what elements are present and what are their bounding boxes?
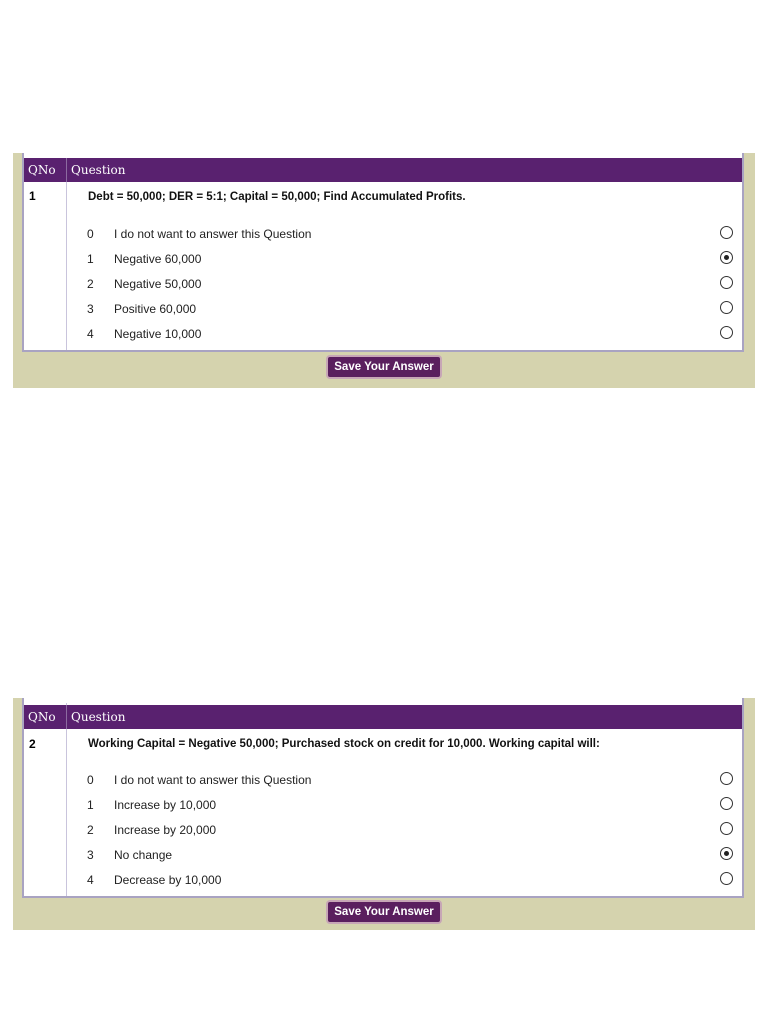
question-text: Debt = 50,000; DER = 5:1; Capital = 50,000; Find Accumulated Profits.	[88, 191, 466, 203]
option-number: 3	[87, 302, 94, 316]
option-number: 2	[87, 277, 94, 291]
question-table	[22, 153, 744, 352]
option-row[interactable]	[67, 297, 742, 321]
option-radio[interactable]	[720, 847, 733, 860]
question-number: 2	[29, 737, 36, 751]
option-radio[interactable]	[720, 276, 733, 289]
option-number: 1	[87, 252, 94, 266]
option-row[interactable]	[67, 768, 742, 792]
option-row[interactable]	[67, 247, 742, 271]
option-label: Negative 60,000	[114, 252, 202, 266]
table-header	[24, 705, 742, 729]
option-label: I do not want to answer this Question	[114, 227, 312, 241]
option-label: I do not want to answer this Question	[114, 773, 312, 787]
option-number: 0	[87, 227, 94, 241]
option-row[interactable]	[67, 222, 742, 246]
table-header	[24, 158, 742, 182]
question-panel-2	[13, 698, 755, 930]
question-table	[22, 698, 744, 898]
option-radio[interactable]	[720, 326, 733, 339]
option-radio[interactable]	[720, 797, 733, 810]
option-number: 4	[87, 873, 94, 887]
option-label: Positive 60,000	[114, 302, 197, 316]
option-radio[interactable]	[720, 772, 733, 785]
header-qno: QNo	[28, 163, 56, 177]
option-radio[interactable]	[720, 251, 733, 264]
option-radio[interactable]	[720, 301, 733, 314]
header-divider	[66, 705, 67, 729]
option-number: 2	[87, 823, 94, 837]
option-row[interactable]	[67, 843, 742, 867]
question-panel-1	[13, 153, 755, 388]
option-radio[interactable]	[720, 226, 733, 239]
option-label: Negative 50,000	[114, 277, 202, 291]
option-row[interactable]	[67, 793, 742, 817]
question-number: 1	[29, 189, 36, 203]
option-row[interactable]	[67, 272, 742, 296]
option-number: 3	[87, 848, 94, 862]
option-radio[interactable]	[720, 872, 733, 885]
option-label: Decrease by 10,000	[114, 873, 222, 887]
option-number: 4	[87, 327, 94, 341]
option-row[interactable]	[67, 868, 742, 892]
option-radio[interactable]	[720, 822, 733, 835]
header-question: Question	[71, 163, 126, 177]
save-answer-button[interactable]: Save Your Answer	[326, 900, 442, 924]
save-answer-button[interactable]: Save Your Answer	[326, 355, 442, 379]
option-number: 0	[87, 773, 94, 787]
option-label: Increase by 20,000	[114, 823, 217, 837]
option-label: Increase by 10,000	[114, 798, 217, 812]
option-label: No change	[114, 848, 173, 862]
option-number: 1	[87, 798, 94, 812]
header-qno: QNo	[28, 710, 56, 724]
question-text: Working Capital = Negative 50,000; Purchased stock on credit for 10,000. Working capital will:	[88, 738, 600, 750]
header-divider	[66, 158, 67, 182]
option-label: Negative 10,000	[114, 327, 202, 341]
option-row[interactable]	[67, 322, 742, 346]
header-question: Question	[71, 710, 126, 724]
option-row[interactable]	[67, 818, 742, 842]
